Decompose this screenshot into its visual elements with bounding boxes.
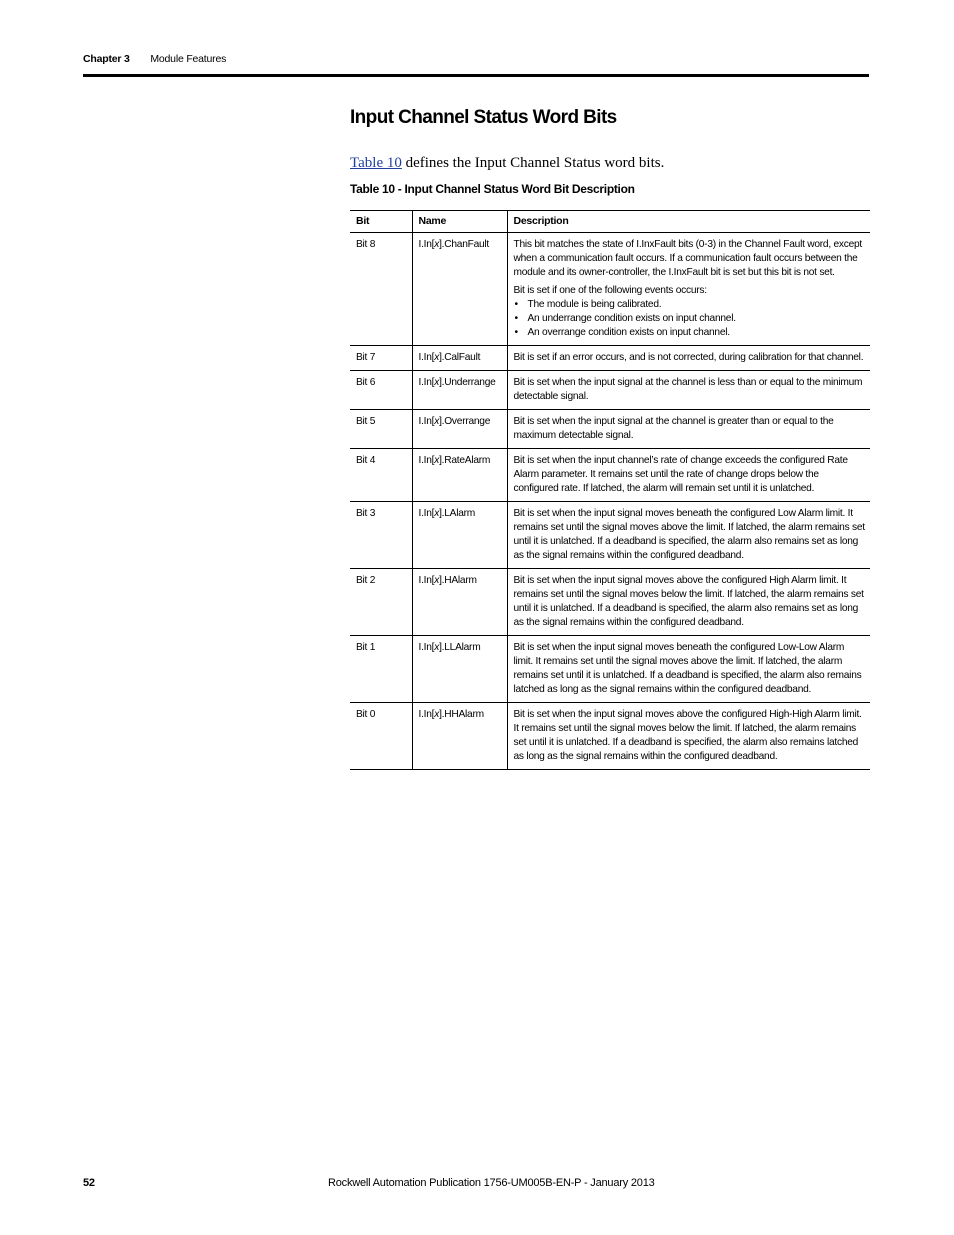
table-reference-link[interactable]: Table 10 (350, 155, 402, 171)
description-cell: Bit is set when the input signal moves above the configured High-High Alarm limit. It remains set until the signal moves below the limit. If latched, the alarm remains set until it is unlatched. If a deadband is specified, the alarm also remains latched as long as the signal remains within the configured deadband. (507, 703, 870, 770)
name-cell: I.In[x].LAlarm (412, 502, 507, 569)
bit-cell: Bit 1 (350, 636, 412, 703)
bit-cell: Bit 5 (350, 410, 412, 449)
bit-cell: Bit 3 (350, 502, 412, 569)
table-header-row (350, 211, 870, 233)
description-cell: Bit is set when the input signal moves beneath the configured Low-Low Alarm limit. It remains set until the signal moves above the limit. If latched, the alarm remains set until it is unlatched. If a deadband is specified, the alarm also remains latched as long as the signal remains within the configured deadband. (507, 636, 870, 703)
table-row (350, 569, 870, 636)
description-cell: Bit is set when the input signal moves beneath the configured Low Alarm limit. It remains set until the signal moves above the limit. If latched, the alarm remains set until it is unlatched. If a deadband is specified, the alarm also remains set as long as the signal remains within the configured deadband. (507, 502, 870, 569)
column-header-name: Name (412, 211, 507, 233)
description-text: This bit matches the state of I.InxFault bits (0-3) in the Channel Fault word, except when a communication fault occurs. If a communication fault occurs between the module and its owner-controller, the I.InxFault bit is set but this bit is not set. (513, 239, 863, 278)
intro-text: defines the Input Channel Status word bits. (401, 155, 665, 171)
table-row (350, 410, 870, 449)
list-item: • The module is being calibrated. (514, 298, 867, 312)
chapter-label: Chapter 3 (83, 53, 130, 65)
description-cell: Bit is set when the input channel’s rate of change exceeds the configured Rate Alarm parameter. It remains set until the rate of change drops below the configured rate. If latched, the alarm will remain set until it is unlatched. (507, 449, 870, 502)
table-caption: Table 10 - Input Channel Status Word Bit Description (350, 182, 635, 196)
bit-cell: Bit 2 (350, 569, 412, 636)
list-item: • An underrange condition exists on input channel. (514, 312, 867, 326)
publication-footer: Rockwell Automation Publication 1756-UM005B-EN-P - January 2013 (328, 1177, 655, 1189)
table-row (350, 636, 870, 703)
table-row (350, 502, 870, 569)
name-cell: I.In[x].CalFault (412, 346, 507, 371)
description-cell: Bit is set when the input signal moves above the configured High Alarm limit. It remains set until the signal moves below the limit. If latched, the alarm remains set until it is unlatched. If a deadband is specified, the alarm also remains set as long as the signal remains within the configured deadband. (507, 569, 870, 636)
table-row (350, 371, 870, 410)
name-cell: I.In[x].ChanFault (412, 233, 507, 346)
page-title: Input Channel Status Word Bits (350, 107, 617, 128)
event-list (514, 298, 867, 340)
table-row (350, 703, 870, 770)
description-text-secondary: Bit is set if one of the following events occurs: (513, 285, 707, 296)
name-cell: I.In[x].Overrange (412, 410, 507, 449)
table-row (350, 449, 870, 502)
bit-cell: Bit 7 (350, 346, 412, 371)
description-cell (507, 233, 870, 346)
bit-cell: Bit 8 (350, 233, 412, 346)
header-rule (83, 74, 869, 77)
name-cell: I.In[x].HAlarm (412, 569, 507, 636)
description-cell: Bit is set if an error occurs, and is not corrected, during calibration for that channel. (507, 346, 870, 371)
name-cell: I.In[x].HHAlarm (412, 703, 507, 770)
bit-cell: Bit 4 (350, 449, 412, 502)
column-header-bit: Bit (350, 211, 412, 233)
column-header-description: Description (507, 211, 870, 233)
running-header (83, 53, 226, 65)
status-bits-table (350, 210, 870, 770)
section-label: Module Features (150, 53, 227, 65)
description-cell: Bit is set when the input signal at the channel is greater than or equal to the maximum detectable signal. (507, 410, 870, 449)
name-cell: I.In[x].Underrange (412, 371, 507, 410)
intro-paragraph (350, 155, 664, 172)
page-number: 52 (83, 1177, 95, 1189)
bit-cell: Bit 6 (350, 371, 412, 410)
bit-cell: Bit 0 (350, 703, 412, 770)
table-row (350, 346, 870, 371)
description-cell: Bit is set when the input signal at the channel is less than or equal to the minimum detectable signal. (507, 371, 870, 410)
name-cell: I.In[x].RateAlarm (412, 449, 507, 502)
list-item: • An overrange condition exists on input channel. (514, 326, 867, 340)
table-row (350, 233, 870, 346)
name-cell: I.In[x].LLAlarm (412, 636, 507, 703)
